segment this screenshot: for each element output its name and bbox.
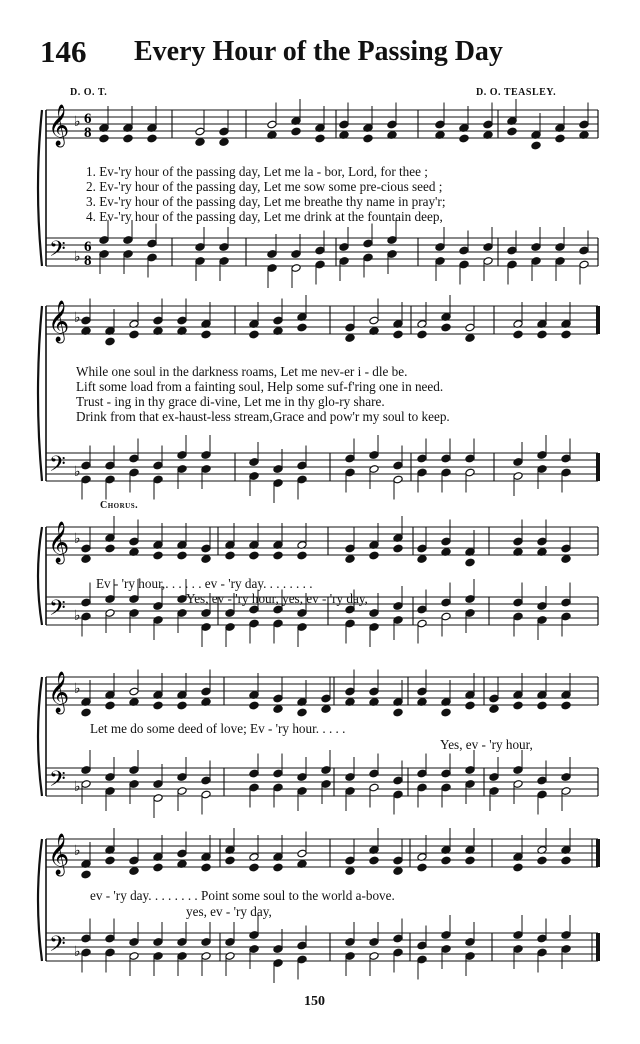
note-head xyxy=(273,551,283,560)
note-head xyxy=(201,555,211,564)
note-head xyxy=(531,141,541,150)
note-head xyxy=(417,330,427,339)
verse-4-line-1: 4. Ev-'ry hour of the passing day, Let me drink at the fountain deep, xyxy=(86,209,443,224)
chorus-label: Chorus. xyxy=(100,500,139,511)
note-head xyxy=(561,330,571,339)
note-head xyxy=(561,856,571,865)
chorus-line-1-upper: Ev - 'ry hour,. . . . . . ev - 'ry day. . . . . . . . xyxy=(96,576,313,591)
time-signature: 8 xyxy=(84,253,92,269)
note-head xyxy=(393,330,403,339)
music-credit: D. O. TEASLEY. xyxy=(476,87,557,98)
bass-clef-icon: 𝄢 xyxy=(49,767,66,797)
note-head xyxy=(153,551,163,560)
time-signature: 8 xyxy=(84,125,92,141)
note-head xyxy=(291,127,301,136)
note-head xyxy=(81,870,91,879)
verse-4-line-2: Drink from that ex-haust-less stream,Grace and pow'r my soul to keep. xyxy=(76,409,450,424)
chorus-line-2-upper: Let me do some deed of love; Ev - 'ry hour. . . . . xyxy=(90,721,346,736)
note-head xyxy=(441,708,451,717)
chorus-line-2-lower: Yes, ev - 'ry hour, xyxy=(440,737,533,752)
note-head xyxy=(105,544,115,553)
note-head xyxy=(201,330,211,339)
chorus-line-3-lower: yes, ev - 'ry day, xyxy=(186,904,272,919)
note-head xyxy=(537,701,547,710)
page-number: 150 xyxy=(304,994,325,1009)
note-head xyxy=(105,856,115,865)
note-head xyxy=(177,701,187,710)
note-head xyxy=(465,558,475,567)
verse-2-line-2: Lift some load from a fainting soul, Help some suf-f'ring one in need. xyxy=(76,379,444,394)
treble-clef-icon: 𝄞 xyxy=(48,105,70,146)
note-head xyxy=(225,856,235,865)
note-head xyxy=(417,863,427,872)
note-head xyxy=(465,856,475,865)
flat-icon: ♭ xyxy=(74,944,81,960)
note-head xyxy=(249,551,259,560)
note-head xyxy=(465,701,475,710)
note-head xyxy=(489,705,499,714)
note-head xyxy=(297,708,307,717)
bass-clef-icon: 𝄢 xyxy=(49,932,66,962)
verse-1-line-2: While one soul in the darkness roams, Let me nev-er i - dle be. xyxy=(76,364,408,379)
note-head xyxy=(201,863,211,872)
note-head xyxy=(393,708,403,717)
hymn-number: 146 xyxy=(40,34,87,69)
note-head xyxy=(321,705,331,714)
note-head xyxy=(441,856,451,865)
note-head xyxy=(153,701,163,710)
flat-icon: ♭ xyxy=(74,310,81,326)
chorus-line-3-upper: ev - 'ry day. . . . . . . . Point some soul to the world a-bove. xyxy=(90,888,395,903)
note-head xyxy=(219,138,229,147)
flat-icon: ♭ xyxy=(74,249,81,265)
note-head xyxy=(273,705,283,714)
note-head xyxy=(513,863,523,872)
bass-clef-icon: 𝄢 xyxy=(49,237,66,267)
note-head xyxy=(177,551,187,560)
note-head xyxy=(537,856,547,865)
note-head xyxy=(513,701,523,710)
note-head xyxy=(249,701,259,710)
note-head xyxy=(315,134,325,143)
bass-clef-icon: 𝄢 xyxy=(49,452,66,482)
hymn-title: Every Hour of the Passing Day xyxy=(134,36,503,67)
note-head xyxy=(441,323,451,332)
note-head xyxy=(147,134,157,143)
flat-icon: ♭ xyxy=(74,779,81,795)
flat-icon: ♭ xyxy=(74,114,81,130)
note-head xyxy=(561,555,571,564)
time-signature: 6 xyxy=(84,111,92,127)
treble-clef-icon: 𝄞 xyxy=(48,301,70,342)
flat-icon: ♭ xyxy=(74,843,81,859)
note-head xyxy=(297,551,307,560)
flat-icon: ♭ xyxy=(74,531,81,547)
note-head xyxy=(81,708,91,717)
brace xyxy=(38,306,42,481)
note-head xyxy=(123,134,133,143)
note-head xyxy=(105,701,115,710)
note-head xyxy=(129,867,139,876)
bass-clef-icon: 𝄢 xyxy=(49,596,66,626)
note-head xyxy=(297,323,307,332)
note-head xyxy=(465,334,475,343)
note-head xyxy=(507,127,517,136)
flat-icon: ♭ xyxy=(74,681,81,697)
chorus-line-1-lower: Yes, ev - 'ry hour, yes, ev - 'ry day, xyxy=(186,591,368,606)
note-head xyxy=(81,555,91,564)
note-head xyxy=(249,330,259,339)
note-head xyxy=(417,555,427,564)
treble-clef-icon: 𝄞 xyxy=(48,672,70,713)
flat-icon: ♭ xyxy=(74,464,81,480)
note-head xyxy=(345,555,355,564)
words-credit: D. O. T. xyxy=(70,87,108,98)
brace xyxy=(38,527,42,625)
note-head xyxy=(225,551,235,560)
note-head xyxy=(369,551,379,560)
brace xyxy=(38,839,42,961)
note-head xyxy=(513,330,523,339)
note-head xyxy=(345,334,355,343)
note-head xyxy=(537,330,547,339)
note-head xyxy=(369,856,379,865)
verse-3-line-2: Trust - ing in thy grace di-vine, Let me in thy glo-ry share. xyxy=(76,394,385,409)
note-head xyxy=(393,867,403,876)
verse-3-line-1: 3. Ev-'ry hour of the passing day, Let me breathe thy name in pray'r; xyxy=(86,194,446,209)
note-head xyxy=(249,863,259,872)
note-head xyxy=(99,134,109,143)
note-head xyxy=(393,544,403,553)
time-signature: 6 xyxy=(84,239,92,255)
note-head xyxy=(273,863,283,872)
note-head xyxy=(195,138,205,147)
verse-2-line-1: 2. Ev-'ry hour of the passing day, Let me sow some pre-cious seed ; xyxy=(86,179,443,194)
flat-icon: ♭ xyxy=(74,608,81,624)
treble-clef-icon: 𝄞 xyxy=(48,522,70,563)
note-head xyxy=(129,330,139,339)
note-head xyxy=(561,701,571,710)
note-head xyxy=(363,134,373,143)
brace xyxy=(38,677,42,796)
brace xyxy=(38,110,42,266)
note-head xyxy=(345,867,355,876)
note-head xyxy=(459,134,469,143)
treble-clef-icon: 𝄞 xyxy=(48,834,70,875)
verse-1-line-1: 1. Ev-'ry hour of the passing day, Let me la - bor, Lord, for thee ; xyxy=(86,164,428,179)
note-head xyxy=(555,134,565,143)
note-head xyxy=(153,863,163,872)
note-head xyxy=(105,337,115,346)
